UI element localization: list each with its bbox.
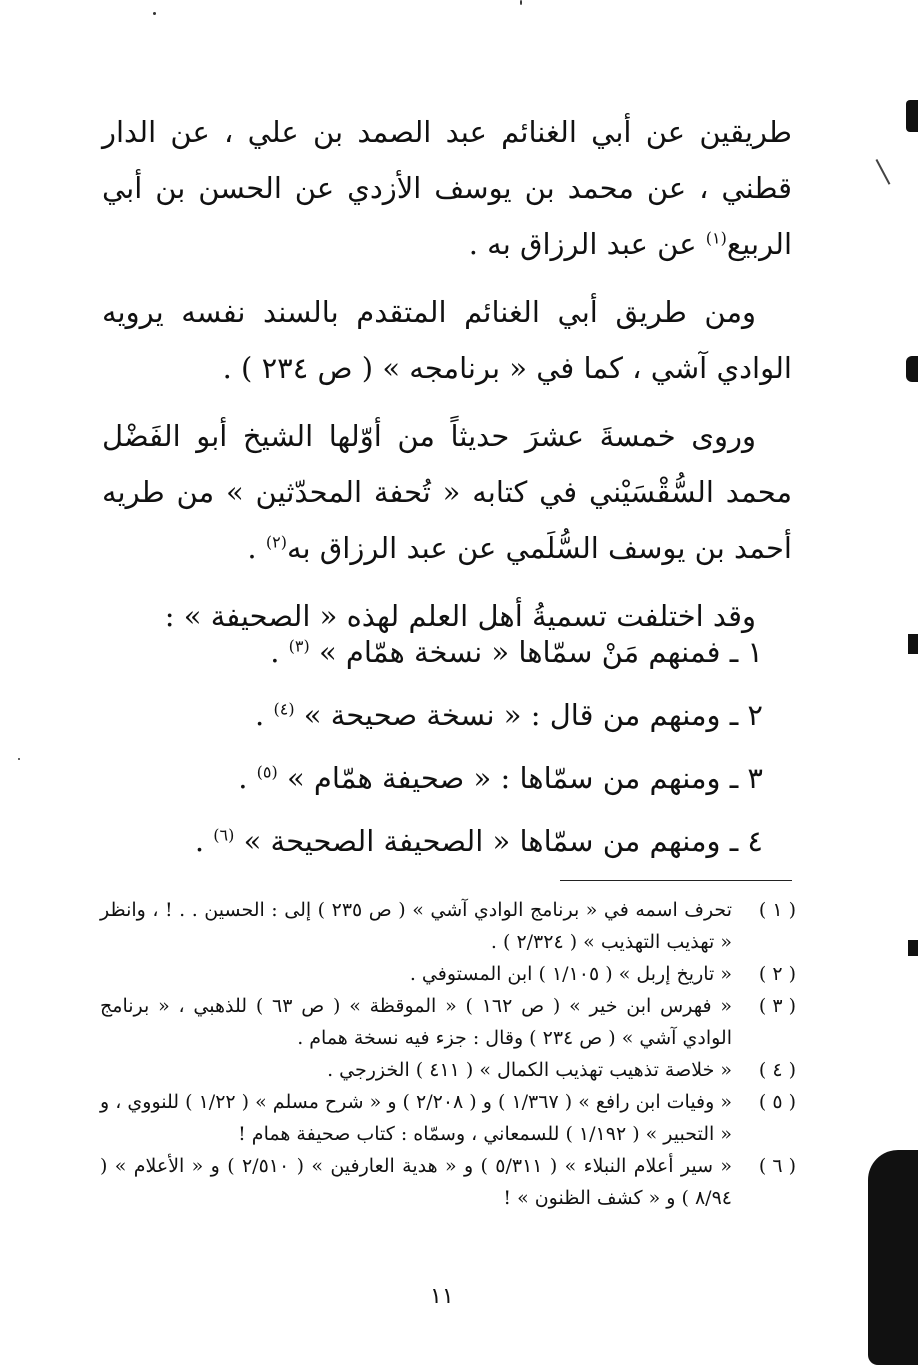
list-item-tail: .: [194, 824, 214, 858]
scan-speck: [153, 12, 156, 15]
footnote-ref-1[interactable]: (١): [705, 228, 727, 248]
paragraph-2: [102, 284, 792, 396]
scan-edge-mark: [908, 634, 918, 654]
footnote-number: ( ٤ ): [758, 1059, 796, 1081]
scan-slash-mark: [876, 159, 890, 184]
list-item: [195, 816, 763, 879]
footnote-6: [100, 1150, 796, 1214]
naming-list: [195, 627, 763, 879]
paragraph-1-text: طريقين عن أبي الغنائم عبد الصمد بن علي ، عن الدار قطني ، عن محمد بن يوسف الأزدي عن الحسن بن أبي الربيع: [102, 115, 792, 261]
scan-edge-mark: [908, 940, 918, 956]
list-item: [195, 627, 763, 690]
footnote-number: ( ٥ ): [758, 1091, 796, 1113]
footnote-number: ( ٢ ): [758, 963, 796, 985]
list-item-text: ٢ ـ ومنهم من قال : « نسخة صحيحة »: [303, 698, 763, 732]
footnote-divider: [560, 880, 792, 881]
footnote-text: « فهرس ابن خير » ( ص ١٦٢ ) « الموقظة » ( ص ٦٣ ) للذهبي ، « برنامج الوادي آشي » ( ص ٢٣٤ ) وقال : جزء فيه نسخة همام .: [100, 995, 732, 1049]
scan-corner-stain: [868, 1150, 918, 1365]
footnote-ref-6[interactable]: (٦): [213, 825, 235, 845]
footnote-2: [100, 958, 796, 990]
page-number: ١١: [430, 1284, 454, 1309]
paragraph-2-text: ومن طريق أبي الغنائم المتقدم بالسند نفسه يرويه الوادي آشي ، كما في « برنامجه » ( ص ٢٣٤ ) .: [102, 295, 792, 385]
paragraph-4-text: وقد اختلفت تسميةُ أهل العلم لهذه « الصحيفة » :: [164, 599, 756, 633]
main-text: [102, 104, 792, 656]
list-item-text: ٤ ـ ومنهم من سمّاها « الصحيفة الصحيحة »: [243, 824, 763, 858]
footnote-3: [100, 990, 796, 1054]
paragraph-1: [102, 104, 792, 272]
list-item-text: ١ ـ فمنهم مَنْ سمّاها « نسخة همّام »: [318, 635, 763, 669]
list-item-tail: .: [270, 635, 289, 669]
footnote-ref-4[interactable]: (٤): [273, 699, 295, 719]
scan-speck: [520, 0, 522, 5]
footnote-text: « سير أعلام النبلاء » ( ٥/٣١١ ) و « هدية العارفين » ( ٢/٥١٠ ) و « الأعلام » ( ٨/٩٤ ) و « كشف الظنون » !: [100, 1155, 732, 1209]
list-item-tail: .: [255, 698, 274, 732]
footnote-4: [100, 1054, 796, 1086]
paragraph-3-tail: .: [247, 531, 266, 565]
list-item: [195, 753, 763, 816]
list-item: [195, 690, 763, 753]
footnote-ref-5[interactable]: (٥): [256, 762, 278, 782]
footnote-number: ( ٣ ): [758, 995, 796, 1017]
list-item-tail: .: [238, 761, 257, 795]
footnote-number: ( ٦ ): [758, 1155, 796, 1177]
scan-speck: [18, 758, 20, 760]
list-item-text: ٣ ـ ومنهم من سمّاها : « صحيفة همّام »: [286, 761, 763, 795]
footnote-number: ( ١ ): [758, 899, 796, 921]
footnote-text: تحرف اسمه في « برنامج الوادي آشي » ( ص ٢٣٥ ) إلى : الحسين . . ! ، وانظر « تهذيب التهذيب » ( ٢/٣٢٤ ) .: [100, 899, 732, 953]
scan-edge-mark: [906, 100, 918, 132]
paragraph-3-text: وروى خمسةَ عشرَ حديثاً من أوّلها الشيخ أبو الفَضْل محمد السُّقْسَيْني في كتابه « تُحفة المحدّثين » من طريه أحمد بن يوسف السُّلَمي عن عبد الرزاق به: [102, 419, 792, 565]
paragraph-1-tail: عن عبد الرزاق به .: [468, 227, 706, 261]
footnote-text: « وفيات ابن رافع » ( ١/٣٦٧ ) و ( ٢/٢٠٨ ) و « شرح مسلم » ( ١/٢٢ ) للنووي ، و « التحبير » ( ١/١٩٢ ) للسمعاني ، وسمّاه : كتاب صحيفة همام !: [100, 1091, 732, 1145]
footnotes: [100, 894, 796, 1214]
footnote-1: [100, 894, 796, 958]
footnote-ref-2[interactable]: (٢): [265, 532, 287, 552]
footnote-text: « خلاصة تذهيب تهذيب الكمال » ( ٤١١ ) الخزرجي .: [327, 1059, 732, 1081]
scan-edge-mark: [906, 356, 918, 382]
paragraph-3: [102, 408, 792, 576]
footnote-5: [100, 1086, 796, 1150]
footnote-ref-3[interactable]: (٣): [288, 636, 310, 656]
footnote-text: « تاريخ إربل » ( ١/١٠٥ ) ابن المستوفي .: [409, 963, 732, 985]
